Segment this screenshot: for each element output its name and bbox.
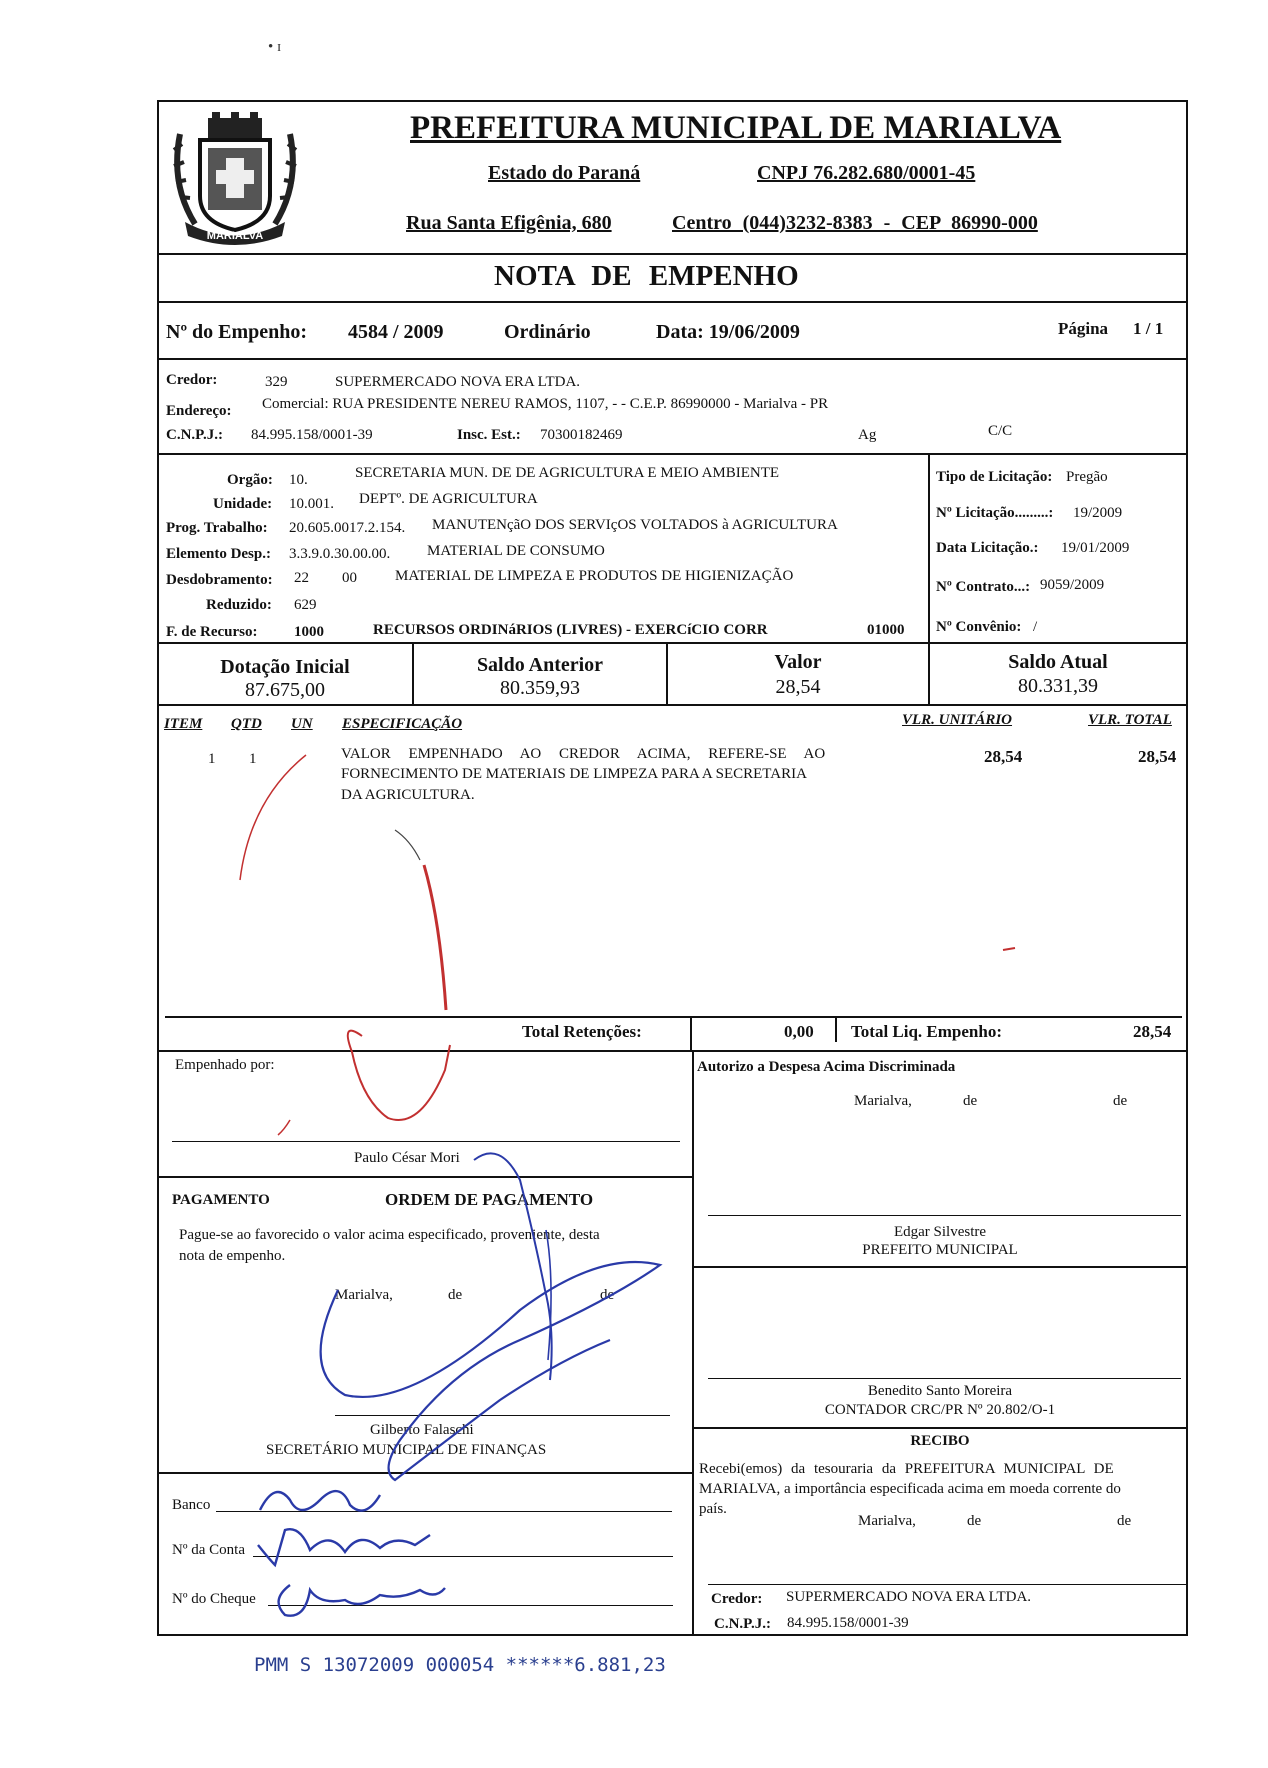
reduzido-label: Reduzido:	[206, 597, 272, 613]
address-label: Rua Santa Efigênia, 680	[406, 212, 612, 234]
state-label: Estado do Paraná	[488, 162, 641, 184]
pagamento-text-1: Pague-se ao favorecido o valor acima especificado, proveniente, desta	[179, 1227, 600, 1243]
col-qtd: QTD	[231, 716, 262, 732]
divider	[157, 253, 1188, 255]
divider	[157, 1472, 692, 1474]
cnpj-label: CNPJ 76.282.680/0001-45	[757, 162, 976, 184]
retencoes-label: Total Retenções:	[522, 1022, 642, 1041]
contador-name: Benedito Santo Moreira	[867, 1383, 1013, 1399]
orgao-label: Orgão:	[227, 472, 273, 488]
prog-code: 20.605.0017.2.154.	[289, 520, 406, 536]
prog-label: Prog. Trabalho:	[166, 520, 268, 536]
orgao-name: SECRETARIA MUN. DE DE AGRICULTURA E MEIO AMBIENTE	[355, 465, 780, 481]
desdobramento-label: Desdobramento:	[166, 572, 273, 588]
recibo-text-3: país.	[699, 1501, 727, 1517]
cheque-line	[268, 1605, 673, 1606]
licitacao-type-value: Pregão	[1066, 469, 1108, 485]
cheque-label: Nº do Cheque	[172, 1591, 256, 1607]
divider	[165, 1016, 1182, 1018]
prog-name: MANUTENçãO DOS SERVIçOS VOLTADOS à AGRICULTURA	[432, 517, 838, 533]
liq-empenho-label: Total Liq. Empenho:	[851, 1022, 1002, 1041]
col-un: UN	[291, 716, 313, 732]
autorizo-label: Autorizo a Despesa Acima Discriminada	[697, 1059, 956, 1075]
empenho-number-label: Nº do Empenho:	[166, 321, 308, 343]
recibo-text-1: Recebi(emos) da tesouraria da PREFEITURA MUNICIPAL DE	[699, 1461, 1114, 1477]
insc-label: Insc. Est.:	[457, 427, 521, 443]
credor-cnpj: 84.995.158/0001-39	[251, 427, 373, 443]
divider	[157, 453, 1188, 455]
pagamento-de-2: de	[600, 1287, 615, 1303]
convenio-value: /	[1033, 619, 1038, 635]
retencoes-value: 0,00	[784, 1022, 814, 1041]
fonte-code: 1000	[294, 624, 324, 640]
recibo-de-2: de	[1117, 1513, 1132, 1529]
unidade-name: DEPTº. DE AGRICULTURA	[359, 491, 538, 507]
banco-line	[216, 1511, 672, 1512]
orgao-code: 10.	[289, 472, 308, 488]
saldo-atual-value: 80.331,39	[1018, 675, 1098, 697]
col-total-value: VLR. TOTAL	[1088, 712, 1172, 728]
fonte-code-2: 01000	[867, 622, 905, 638]
unidade-label: Unidade:	[213, 496, 273, 512]
recibo-credor-label: Credor:	[711, 1591, 763, 1607]
conta-label: Nº da Conta	[172, 1542, 245, 1558]
row-spec-line-3: DA AGRICULTURA.	[341, 787, 475, 803]
row-unit-value: 28,54	[984, 747, 1023, 766]
divider	[692, 1266, 1188, 1268]
prefeito-title: PREFEITO MUNICIPAL	[862, 1242, 1018, 1258]
doc-title: NOTA DE EMPENHO	[494, 260, 799, 292]
signature-line	[708, 1378, 1181, 1379]
divider	[157, 1176, 692, 1178]
saldo-anterior-value: 80.359,93	[500, 677, 580, 699]
divider	[157, 1050, 1188, 1052]
convenio-label: Nº Convênio:	[936, 619, 1022, 635]
contrato-value: 9059/2009	[1040, 577, 1105, 593]
empenho-date: Data: 19/06/2009	[656, 321, 800, 343]
autorizo-de-2: de	[1113, 1093, 1128, 1109]
saldo-anterior-label: Saldo Anterior	[476, 654, 604, 676]
licitacao-date-label: Data Licitação.:	[936, 540, 1039, 556]
recibo-title: RECIBO	[910, 1433, 970, 1449]
page-value: 1 / 1	[1133, 319, 1164, 338]
divider	[157, 642, 1188, 644]
row-spec-line-2: FORNECIMENTO DE MATERIAIS DE LIMPEZA PARA A SECRETARIA	[341, 766, 807, 782]
liq-empenho-value: 28,54	[1133, 1022, 1172, 1041]
elemento-code: 3.3.9.0.30.00.00.	[289, 546, 391, 562]
divider	[692, 1050, 694, 1636]
recibo-credor-value: SUPERMERCADO NOVA ERA LTDA.	[786, 1589, 1032, 1605]
pagamento-city: Marialva,	[335, 1287, 393, 1303]
divider	[928, 453, 930, 643]
licitacao-num-label: Nº Licitação.........:	[936, 505, 1054, 521]
valor-label: Valor	[774, 651, 822, 673]
credor-label: Credor:	[166, 372, 218, 388]
payment-stamp: PMM S 13072009 000054 ******6.881,23	[254, 1654, 666, 1676]
saldo-atual-label: Saldo Atual	[1008, 651, 1108, 673]
insc-value: 70300182469	[540, 427, 623, 443]
licitacao-type-label: Tipo de Licitação:	[936, 469, 1053, 485]
divider	[157, 704, 1188, 706]
row-spec-line-1: VALOR EMPENHADO AO CREDOR ACIMA, REFERE-SE AO	[341, 746, 826, 762]
valor-value: 28,54	[775, 676, 821, 698]
ordem-pagamento-label: ORDEM DE PAGAMENTO	[385, 1190, 594, 1209]
credor-cnpj-label: C.N.P.J.:	[166, 427, 223, 443]
secretario-name: Gilberto Falaschi	[370, 1422, 474, 1438]
recibo-de-1: de	[967, 1513, 982, 1529]
municipal-crest-icon	[160, 104, 310, 254]
fonte-name: RECURSOS ORDINáRIOS (LIVRES) - EXERCíCIO CORR	[373, 622, 768, 638]
pagamento-text-2: nota de empenho.	[179, 1248, 286, 1264]
signature-line	[172, 1141, 680, 1142]
recibo-cnpj-value: 84.995.158/0001-39	[787, 1615, 909, 1631]
divider	[690, 1016, 692, 1050]
unidade-code: 10.001.	[289, 496, 334, 512]
svg-text:MARIALVA: MARIALVA	[206, 230, 264, 242]
page-label: Página	[1058, 319, 1109, 338]
dotacao-value: 87.675,00	[245, 679, 325, 701]
contador-title: CONTADOR CRC/PR Nº 20.802/O-1	[824, 1402, 1056, 1418]
fonte-label: F. de Recurso:	[166, 624, 258, 640]
pagamento-de-1: de	[448, 1287, 463, 1303]
ag-label: Ag	[858, 427, 877, 443]
district-phone-cep: Centro (044)3232-8383 - CEP 86990-000	[672, 212, 1038, 234]
empenhado-por-name: Paulo César Mori	[354, 1150, 460, 1166]
col-item: ITEM	[164, 716, 203, 732]
divider	[835, 1016, 837, 1042]
empenhado-por-label: Empenhado por:	[175, 1057, 275, 1073]
signature-line	[708, 1584, 1186, 1585]
desdobramento-name: MATERIAL DE LIMPEZA E PRODUTOS DE HIGIENIZAÇÃO	[395, 568, 794, 584]
dotacao-label: Dotação Inicial	[220, 656, 350, 678]
divider	[157, 358, 1188, 360]
scan-marks: • ɪ	[268, 39, 282, 55]
pagamento-label: PAGAMENTO	[172, 1192, 270, 1208]
secretario-title: SECRETÁRIO MUNICIPAL DE FINANÇAS	[266, 1442, 547, 1458]
desdobramento-code-2: 00	[342, 570, 357, 586]
elemento-label: Elemento Desp.:	[166, 546, 271, 562]
licitacao-date-value: 19/01/2009	[1061, 540, 1130, 556]
col-spec: ESPECIFICAÇÃO	[342, 716, 463, 732]
cc-label: C/C	[988, 423, 1013, 439]
empenho-type: Ordinário	[504, 321, 591, 343]
divider	[157, 301, 1188, 303]
credor-name: SUPERMERCADO NOVA ERA LTDA.	[335, 374, 581, 390]
credor-code: 329	[265, 374, 288, 390]
address-field-label: Endereço:	[166, 403, 232, 419]
banco-label: Banco	[172, 1497, 211, 1513]
signature-line	[708, 1215, 1181, 1216]
autorizo-de-1: de	[963, 1093, 978, 1109]
recibo-cnpj-label: C.N.P.J.:	[714, 1616, 771, 1632]
row-total-value: 28,54	[1138, 747, 1177, 766]
divider	[692, 1427, 1188, 1429]
col-unit-value: VLR. UNITÁRIO	[902, 712, 1013, 728]
recibo-city: Marialva,	[858, 1513, 916, 1529]
row-item: 1	[208, 751, 216, 767]
reduzido-value: 629	[294, 597, 317, 613]
elemento-name: MATERIAL DE CONSUMO	[427, 543, 605, 559]
licitacao-num-value: 19/2009	[1073, 505, 1123, 521]
contrato-label: Nº Contrato...:	[936, 579, 1031, 595]
empenho-number: 4584 / 2009	[348, 321, 444, 343]
page-title: PREFEITURA MUNICIPAL DE MARIALVA	[410, 110, 1062, 146]
conta-line	[253, 1556, 673, 1557]
credor-address: Comercial: RUA PRESIDENTE NEREU RAMOS, 1107, - - C.E.P. 86990000 - Marialva - PR	[262, 396, 829, 412]
autorizo-city: Marialva,	[854, 1093, 912, 1109]
recibo-text-2: MARIALVA, a importância especificada acima em moeda corrente do	[699, 1481, 1121, 1497]
desdobramento-code-1: 22	[294, 570, 309, 586]
prefeito-name: Edgar Silvestre	[893, 1224, 987, 1240]
row-qtd: 1	[249, 751, 257, 767]
signature-line	[335, 1415, 670, 1416]
